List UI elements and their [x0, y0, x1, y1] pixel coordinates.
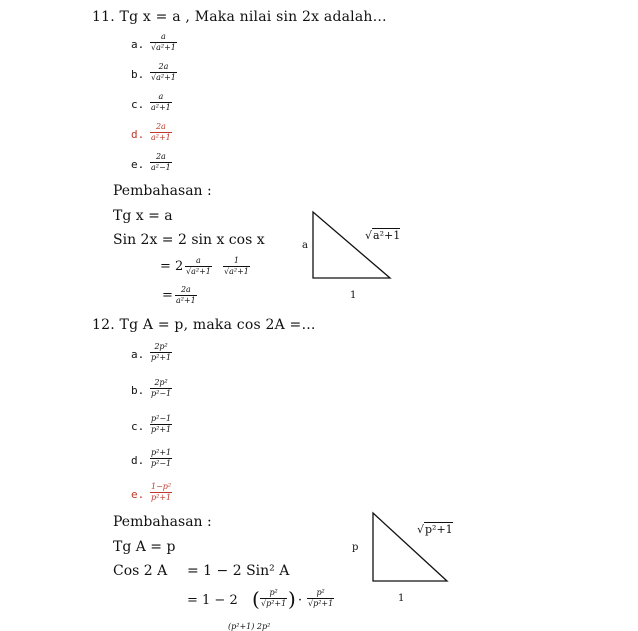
step-fraction: $\frac{2a}{\text{a²+1}}$: [176, 285, 196, 305]
option-letter: c.: [131, 98, 145, 111]
option-letter: a.: [131, 348, 145, 361]
option-letter: d.: [131, 454, 145, 467]
q12-right-triangle: [362, 505, 462, 595]
step-fraction-2: $\frac{\text{p²}}{\text{√p²+1}}$: [308, 588, 334, 608]
q12-triangle-hyp-label: √p²+1: [417, 523, 453, 536]
q12-step-2-right: = 1 − 2 Sin² A: [187, 563, 290, 579]
option-fraction: $\frac{a}{\text{√a²+1}}$: [151, 32, 176, 52]
step-prefix: = 1 − 2: [187, 593, 238, 608]
q11-step-2: Sin 2x = 2 sin x cos x: [113, 232, 265, 248]
option-fraction: $\frac{2a}{\text{a²+1}}$: [151, 122, 171, 142]
option-fraction: $\frac{2a}{\text{a²−1}}$: [151, 152, 171, 172]
q11-triangle-hyp-label: √a²+1: [365, 229, 401, 242]
step-prefix: = 2: [160, 259, 184, 274]
q12-triangle-side-label: p: [352, 542, 359, 553]
q12-step-4-partial: (p²+1) 2p²: [228, 622, 271, 631]
step-fraction-2: $\frac{1}{\text{√a²+1}}$: [224, 256, 249, 276]
step-fraction-1: $\frac{\text{p²}}{\text{√p²+1}}$: [261, 588, 287, 608]
q11-pembahasan-heading: Pembahasan :: [113, 183, 212, 199]
option-letter: a.: [131, 38, 145, 51]
question-12-number: 12.: [92, 317, 115, 333]
option-letter: b.: [131, 68, 145, 81]
option-fraction: $\frac{\text{p²−1}}{\text{p²+1}}$: [151, 414, 172, 434]
close-paren: ): [288, 587, 296, 611]
q12-triangle-base-label: 1: [398, 593, 405, 604]
q12-step-1: Tg A = p: [113, 539, 176, 555]
question-12-text: Tg A = p, maka cos 2A =…: [119, 317, 316, 333]
option-letter: d.: [131, 128, 145, 141]
option-letter: b.: [131, 384, 145, 397]
question-11: [92, 9, 387, 25]
question-11-number: 11.: [92, 9, 115, 25]
triangle-shape: [313, 212, 390, 278]
option-fraction: $\frac{\text{1−p²}}{\text{p²+1}}$: [151, 482, 172, 502]
option-fraction: $\frac{2a}{\text{√a²+1}}$: [151, 62, 176, 82]
q11-triangle-base-label: 1: [350, 290, 357, 301]
option-fraction: $\frac{\text{2p²}}{\text{p²−1}}$: [151, 378, 172, 398]
option-letter: e.: [131, 158, 145, 171]
q12-step-2-left: Cos 2 A: [113, 563, 168, 579]
option-letter: c.: [131, 420, 145, 433]
option-letter: e.: [131, 488, 145, 501]
step-prefix: =: [162, 288, 173, 303]
q11-step-1: Tg x = a: [113, 208, 173, 224]
q11-triangle-side-label: a: [302, 240, 308, 251]
option-fraction: $\frac{a}{\text{a²+1}}$: [151, 92, 171, 112]
question-12: [92, 317, 316, 333]
q11-right-triangle: [300, 205, 420, 305]
option-fraction: $\frac{\text{p²+1}}{\text{p²−1}}$: [151, 448, 172, 468]
open-paren: (: [252, 587, 260, 611]
option-fraction: $\frac{\text{2p²}}{\text{p²+1}}$: [151, 342, 172, 362]
step-fraction-1: $\frac{a}{\text{√a²+1}}$: [186, 256, 211, 276]
q12-pembahasan-heading: Pembahasan :: [113, 514, 212, 530]
question-11-text: Tg x = a , Maka nilai sin 2x adalah…: [119, 9, 387, 25]
dot-operator: ·: [298, 593, 303, 608]
